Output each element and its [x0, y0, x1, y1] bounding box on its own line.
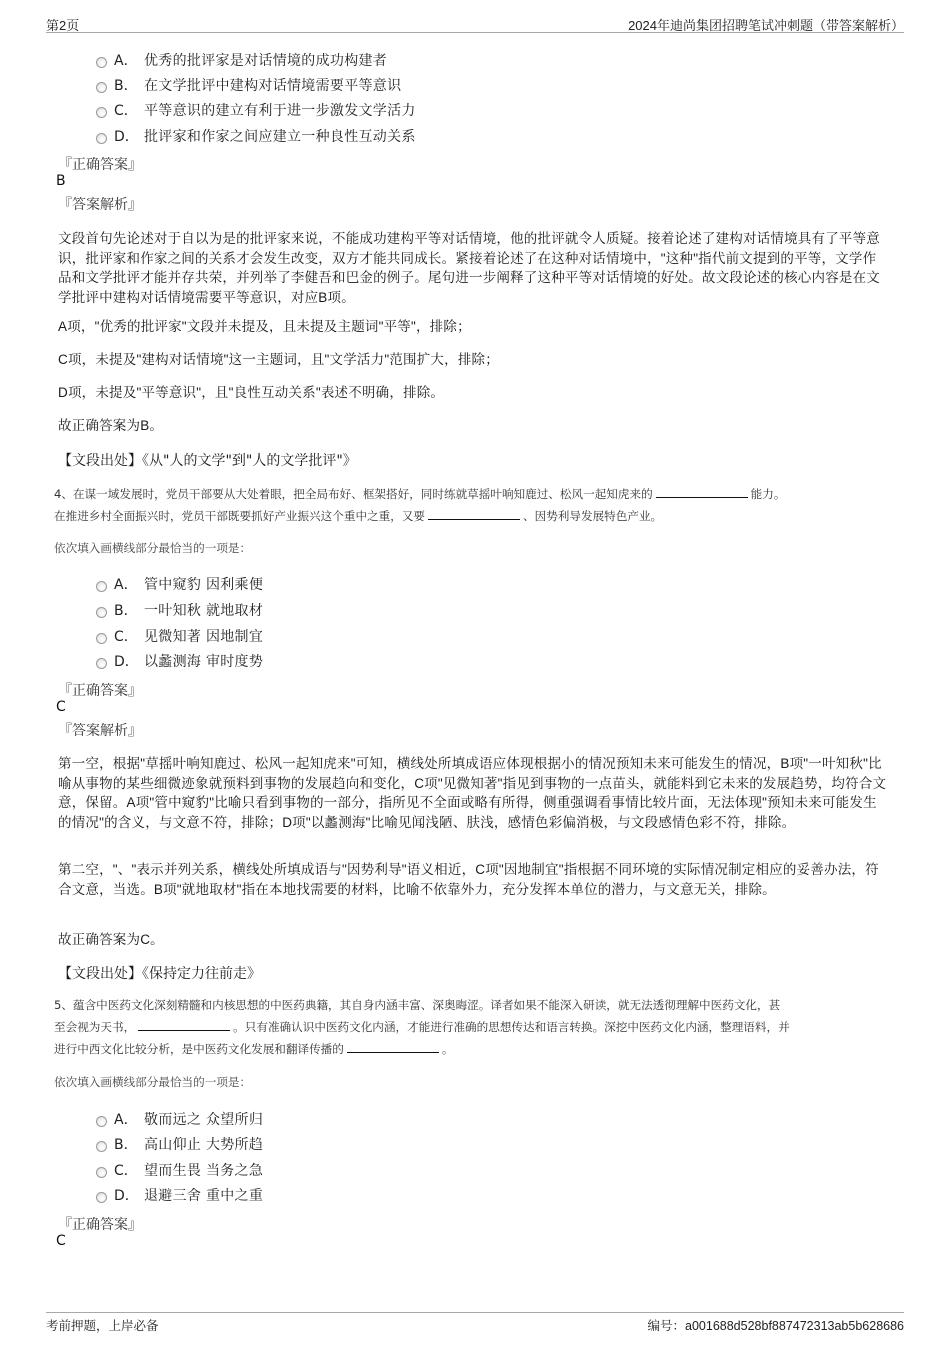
- fill-blank: [347, 1041, 439, 1053]
- correct-answer-label: 『正确答案』: [58, 157, 142, 173]
- q4-option-c[interactable]: C． 见微知著 因地制宜: [96, 626, 263, 646]
- question-instruction: 依次填入画横线部分最恰当的一项是：: [54, 541, 252, 555]
- serial-number: 编号：a001688d528bf887472313ab5b628686: [647, 1319, 904, 1333]
- q3-option-c[interactable]: C． 平等意识的建立有利于进一步激发文学活力: [96, 100, 416, 120]
- fill-blank: [428, 508, 520, 520]
- footer-slogan: 考前押题，上岸必备: [46, 1319, 159, 1333]
- q4-option-a[interactable]: A． 管中窥豹 因利乘便: [96, 574, 263, 594]
- q4-option-b[interactable]: B． 一叶知秋 就地取材: [96, 600, 263, 620]
- correct-answer-label: 『正确答案』: [58, 1217, 142, 1233]
- radio-icon[interactable]: [96, 1141, 107, 1152]
- radio-icon[interactable]: [96, 1167, 107, 1178]
- radio-icon[interactable]: [96, 1116, 107, 1127]
- radio-icon[interactable]: [96, 82, 107, 93]
- analysis-conclusion: 故正确答案为B。: [58, 418, 164, 433]
- analysis-paragraph: 第二空，"、"表示并列关系，横线处所填成语与"因势利导"语义相近，C项"因地制宜"指根据不同环境的实际情况制定相应的妥善办法，符合文意，当选。B项"就地取材"指在本地找需要的材料，比喻不依靠外力，充分发挥本单位的潜力，与文意无关，排除。: [58, 862, 879, 897]
- document-title: 2024年迪尚集团招聘笔试冲刺题（带答案解析）: [628, 18, 904, 33]
- radio-icon[interactable]: [96, 57, 107, 68]
- radio-icon[interactable]: [96, 607, 107, 618]
- correct-answer-label: 『正确答案』: [58, 683, 142, 699]
- page-header: [46, 14, 904, 33]
- radio-icon[interactable]: [96, 107, 107, 118]
- analysis-label: 『答案解析』: [58, 723, 142, 739]
- analysis-label: 『答案解析』: [58, 197, 142, 213]
- page-number: 第2页: [46, 18, 80, 33]
- analysis-paragraph: 第一空，根据"草摇叶响知鹿过、松风一起知虎来"可知，横线处所填成语应体现根据小的情况预知未来可能发生的情况，B项"一叶知秋"比喻从事物的某些细微迹象就预料到事物的发展趋向和变化，C项"见微知著"指见到事物的一点苗头，就能料到它未来的发展趋势，均符合文意，保留。A项"管中窥豹"比喻只看到事物的一部分，指所见不全面或略有所得，侧重强调看事情比较片面，无法体现"预知未来可能发生的情况"的含义，与文意不符，排除；D项"以蠡测海"比喻见闻浅陋、肤浅，感情色彩偏消极，与文段感情色彩不符，排除。: [58, 756, 887, 830]
- analysis-paragraph: D项，未提及"平等意识"，且"良性互动关系"表述不明确，排除。: [58, 385, 445, 400]
- q3-option-b[interactable]: B． 在文学批评中建构对话情境需要平等意识: [96, 75, 401, 95]
- analysis-conclusion: 故正确答案为C。: [58, 932, 164, 947]
- correct-answer-value: C: [56, 699, 66, 715]
- q3-option-a[interactable]: A． 优秀的批评家是对话情境的成功构建者: [96, 50, 387, 70]
- analysis-paragraph: C项，未提及"建构对话情境"这一主题词，且"文学活力"范围扩大，排除；: [58, 352, 499, 367]
- fill-blank: [656, 486, 748, 498]
- analysis-paragraph: A项，"优秀的批评家"文段并未提及，且未提及主题词"平等"，排除；: [58, 319, 471, 334]
- radio-icon[interactable]: [96, 658, 107, 669]
- page-footer: [46, 1312, 904, 1332]
- passage-source: 【文段出处】《保持定力往前走》: [58, 966, 261, 982]
- q3-option-d[interactable]: D． 批评家和作家之间应建立一种良性互动关系: [96, 126, 416, 146]
- q5-option-b[interactable]: B． 高山仰止 大势所趋: [96, 1134, 263, 1154]
- q5-option-a[interactable]: A． 敬而远之 众望所归: [96, 1109, 263, 1129]
- passage-source: 【文段出处】《从"人的文学"到"人的文学批评"》: [58, 453, 357, 469]
- question-stem-4: 4、在谋一域发展时，党员干部要从大处着眼，把全局布好、框架搭好，同时练就草摇叶响知鹿过、松风一起知虎来的 能力。 在推进乡村全面振兴时，党员干部既要抓好产业振兴这个重中之重，又要 、因势利导发展特色产业。: [54, 487, 786, 523]
- question-stem-5: 5、蕴含中医药文化深刻精髓和内核思想的中医药典籍，其自身内涵丰富、深奥晦涩。译者如果不能深入研读，就无法透彻理解中医药文化，甚 至会视为天书， 。只有准确认识中医药文化内涵，才能进行准确的思想传达和语言转换。深挖中医药文化内涵，整理语料，并 进行中西文化比较分析，是中医药文化发展和翻译传播的 。: [54, 998, 790, 1056]
- analysis-paragraph: 文段首句先论述对于自以为是的批评家来说，不能成功建构平等对话情境，他的批评就令人质疑。接着论述了建构对话情境具有了平等意识，批评家和作家之间的关系才会发生改变，双方才能共同成长。紧接着论述了在这种对话情境中，"这种"指代前文提到的平等，文学作品和文学批评才能并存共荣，并列举了李健吾和巴金的例子。尾句进一步阐释了这种平等对话情境的好处。故文段论述的核心内容是在文学批评中建构对话情境需要平等意识，对应B项。: [58, 231, 880, 305]
- fill-blank: [138, 1019, 230, 1031]
- q5-option-d[interactable]: D． 退避三舍 重中之重: [96, 1185, 263, 1205]
- radio-icon[interactable]: [96, 133, 107, 144]
- question-instruction: 依次填入画横线部分最恰当的一项是：: [54, 1075, 252, 1089]
- q5-option-c[interactable]: C． 望而生畏 当务之急: [96, 1160, 263, 1180]
- radio-icon[interactable]: [96, 633, 107, 644]
- correct-answer-value: B: [56, 173, 66, 189]
- radio-icon[interactable]: [96, 581, 107, 592]
- q4-option-d[interactable]: D． 以蠡测海 审时度势: [96, 651, 263, 671]
- radio-icon[interactable]: [96, 1192, 107, 1203]
- correct-answer-value: C: [56, 1233, 66, 1249]
